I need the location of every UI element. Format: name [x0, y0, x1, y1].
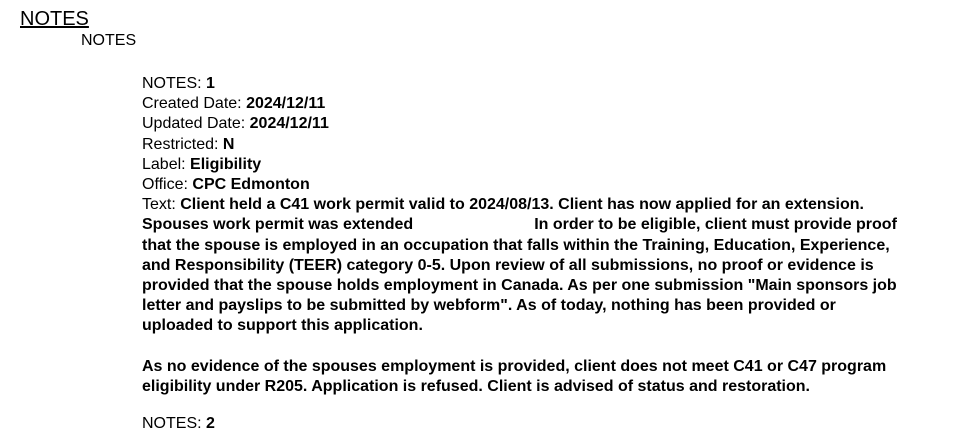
text-label: Text:: [142, 196, 176, 214]
note-text-line: provided that the spouse holds employment in Canada. As per one submission "Main sponsors job: [142, 277, 897, 295]
updated-date-value: 2024/12/11: [249, 115, 329, 133]
note-text-line: eligibility under R205. Application is refused. Client is advised of status and restoration.: [142, 377, 810, 395]
label-value: Eligibility: [190, 155, 262, 173]
next-note-number-row: [142, 414, 215, 434]
note-text-line: [142, 215, 947, 235]
updated-date-label: Updated Date:: [142, 115, 246, 133]
section-subtitle: NOTES: [81, 32, 137, 49]
office-value: CPC Edmonton: [192, 176, 310, 194]
updated-date-row: [142, 114, 947, 134]
label-label: Label:: [142, 155, 186, 173]
note-number-label: NOTES:: [142, 75, 202, 92]
note-text-line: letter and payslips to be submitted by webform". As of today, nothing has been provided or: [142, 297, 836, 315]
page-title: NOTES: [20, 8, 89, 30]
note-number-row: [142, 74, 947, 94]
restricted-label: Restricted:: [142, 135, 219, 153]
created-date-label: Created Date:: [142, 95, 242, 113]
office-label: Office:: [142, 176, 188, 194]
note-text-line: As no evidence of the spouses employment is provided, client does not meet C41 or C47 program: [142, 357, 887, 375]
note-text-line: and Responsibility (TEER) category 0-5. Upon review of all submissions, no proof or evidence is: [142, 256, 874, 274]
restricted-value: N: [222, 135, 235, 153]
next-note-number-value: 2: [206, 415, 215, 432]
note-entry: [142, 74, 947, 397]
created-date-row: [142, 94, 947, 114]
note-text-line: uploaded to support this application.: [142, 317, 423, 335]
created-date-value: 2024/12/11: [246, 95, 326, 113]
restricted-row: [142, 135, 947, 155]
note-text-line: that the spouse is employed in an occupation that falls within the Training, Education, Experience,: [142, 236, 890, 254]
next-note-number-label: NOTES:: [142, 415, 202, 432]
note-text-fragment: Spouses work permit was extended: [142, 216, 414, 234]
office-row: [142, 175, 947, 195]
note-text-fragment: In order to be eligible, client must provide proof: [534, 216, 897, 234]
text-row-line1: [142, 195, 947, 215]
note-number-value: 1: [206, 75, 215, 92]
label-row: [142, 155, 947, 175]
note-text-line: Client held a C41 work permit valid to 2024/08/13. Client has now applied for an extension.: [180, 196, 864, 214]
paragraph-gap: [142, 337, 947, 357]
